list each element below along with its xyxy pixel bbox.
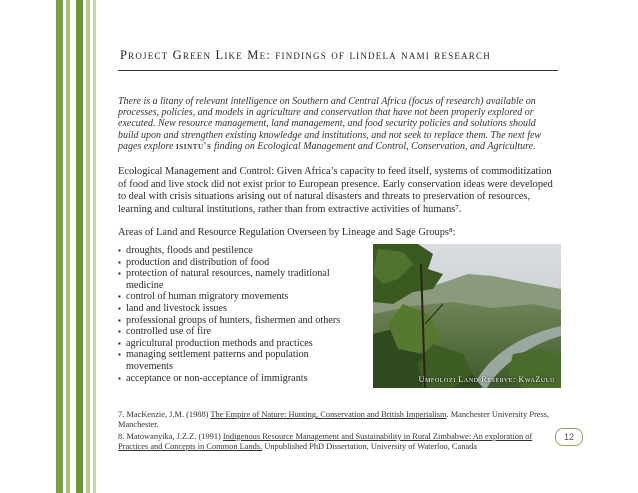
intro-text-end: finding on Ecological Management and Control, Conservation, and Agriculture. [211,140,536,152]
bullet: ▪ [118,350,121,360]
regulation-list [118,245,358,384]
list-item: ▪ droughts, floods and pestilence [118,245,253,256]
footnote-7-title: The Empire of Nature: Hunting, Conservation and British Imperialism [210,410,447,419]
footnote-8: 8. Matowanyika, J.Z.Z. (1991) Indigenous Resource Management and Sustainability in Rural Zimbabwe: An exploration of Practices and Concepts in Common Lands. Unpublished PhD Dissertation, University of Waterloo, Canada [118,432,533,451]
list-item: ▪ protection of natural resources, namely traditional medicine [118,268,330,291]
list-item: ▪ controlled use of fire [118,326,212,338]
bullet: ▪ [118,373,121,383]
bullet: ▪ [118,327,121,337]
decorative-stripe [56,0,63,493]
photo-caption: Umfolozi Land Reserve: KwaZulu [418,375,555,384]
list-item: ▪ acceptance or non-acceptance of immigrants [118,372,308,384]
ecological-paragraph: Ecological Management and Control: Given Africa’s capacity to feed itself, systems of commoditization of food and live stock did not exist prior to European presence. Early conservation ideas were developed to deal with crisis situations arising out of natural disasters and threats to preservation of resources, learning and cultural institutions, rather than from extractive activities of humans⁷. [118,166,553,215]
list-item: ▪ land and livestock issues [118,302,228,314]
bullet: ▪ [118,315,121,325]
page-number-badge: 12 [555,428,583,446]
landscape-illustration [373,244,561,388]
areas-heading: Areas of Land and Resource Regulation Overseen by Lineage and Sage Groups⁸: [118,227,456,238]
bullet: ▪ [118,292,121,302]
bullet: ▪ [118,257,121,267]
intro-brand: isintu's [175,140,212,152]
list-item: ▪ managing settlement patterns and population movements [118,349,309,372]
intro-paragraph [118,96,558,152]
footnote-7: 7. MacKenzie, J.M. (1988) The Empire of Nature: Hunting, Conservation and British Imperialism. Manchester University Press, Manchester. [118,410,550,429]
bullet: ▪ [118,269,121,279]
bullet: ▪ [118,338,121,348]
list-item: ▪ control of human migratory movements [118,291,289,303]
bullet: ▪ [118,303,121,313]
list-item: ▪ agricultural production methods and practices [118,337,313,349]
intro-text-start: There is a litany of relevant intelligence on Southern and Central Africa (focus of research) available on processes, policies, and models in agriculture and conservation that have not been properly explored or executed. New resource management, land management, and food security policies and solutions should build upon and strengthen existing knowledge and institutions, and not seek to replace them. The next few pages explore [118,96,542,152]
decorative-stripe [66,0,70,493]
footnote-8-title: Indigenous Resource Management and Sustainability in Rural Zimbabwe: An exploration of Practices and Concepts in Common Lands. [118,432,533,451]
title-divider [118,70,558,71]
landscape-photo [373,244,561,388]
decorative-stripe [86,0,90,493]
list-item: ▪ production and distribution of food [118,256,270,268]
bullet: ▪ [118,246,121,255]
page-title: Project Green Like Me: findings of lindela nami research [120,48,491,62]
list-item: ▪ professional groups of hunters, fishermen and others [118,314,341,326]
decorative-stripe [93,0,96,493]
decorative-stripe [76,0,83,493]
